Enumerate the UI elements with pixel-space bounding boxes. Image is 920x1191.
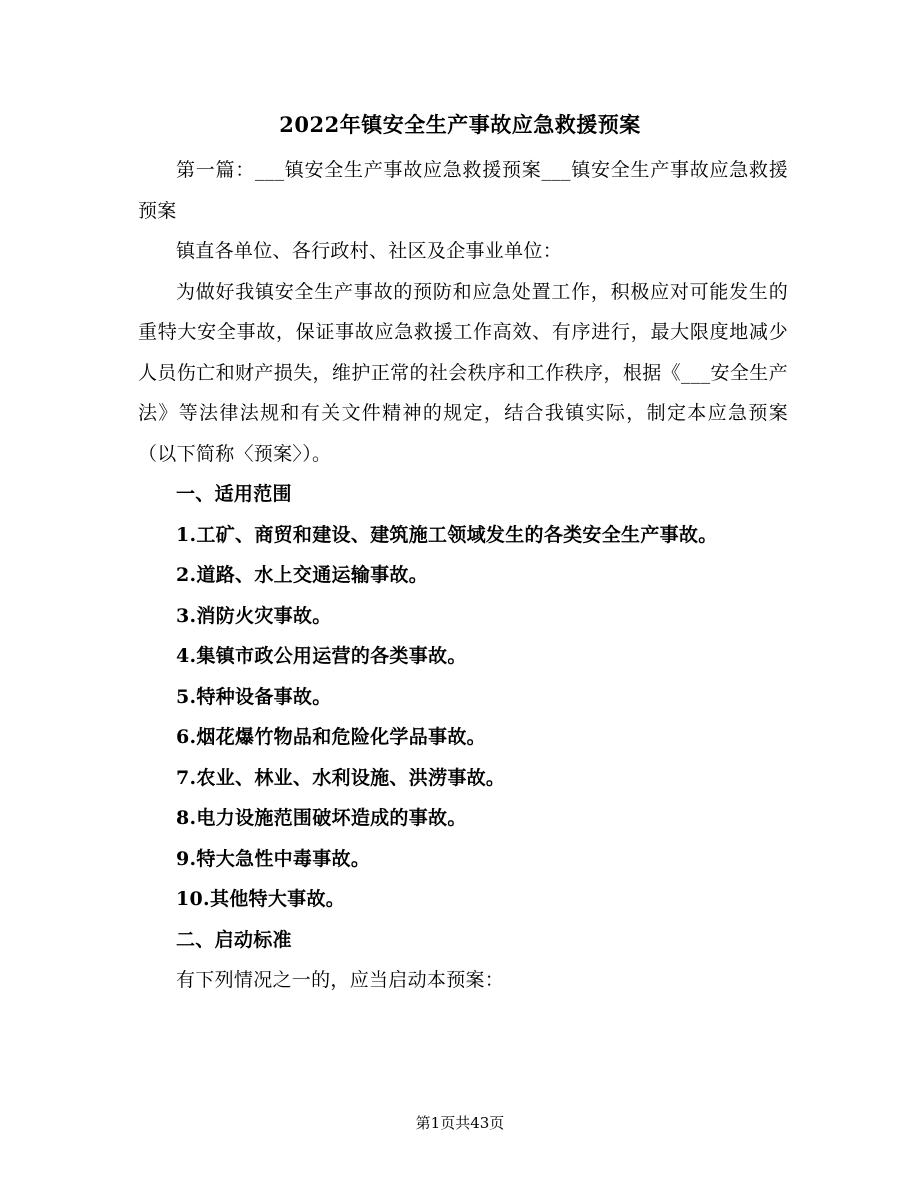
paragraph-intro-heading: 第一篇：___镇安全生产事故应急救援预案___镇安全生产事故应急救援预案 [138, 159, 788, 222]
document-body [138, 150, 788, 1001]
section-heading-scope: 一、适用范围 [176, 483, 292, 505]
list-item: 7.农业、林业、水利设施、洪涝事故。 [176, 766, 506, 789]
paragraph-addressee: 镇直各单位、各行政村、社区及企事业单位： [176, 240, 563, 262]
list-item: 3.消防火灾事故。 [176, 604, 332, 627]
page-number: 第1页共43页 [415, 1114, 505, 1132]
paragraph-trigger-intro: 有下列情况之一的，应当启动本预案： [176, 969, 505, 991]
list-item: 6.烟花爆竹物品和危险化学品事故。 [176, 726, 486, 748]
list-item: 8.电力设施范围破坏造成的事故。 [176, 807, 467, 829]
list-item: 5.特种设备事故。 [176, 685, 332, 708]
document-title: 2022年镇安全生产事故应急救援预案 [279, 112, 641, 137]
list-item: 4.集镇市政公用运营的各类事故。 [176, 645, 467, 667]
paragraph-purpose: 为做好我镇安全生产事故的预防和应急处置工作，积极应对可能发生的重特大安全事故，保证事故应急救援工作高效、有序进行，最大限度地减少人员伤亡和财产损失，维护正常的社会秩序和工作秩序，根据《___安全生产法》等法律法规和有关文件精神的规定，结合我镇实际，制定本应急预案（以下简称〈预案〉）。 [138, 280, 788, 465]
list-item: 10.其他特大事故。 [176, 888, 346, 910]
list-item: 1.工矿、商贸和建设、建筑施工领域发生的各类安全生产事故。 [176, 523, 718, 546]
list-item: 9.特大急性中毒事故。 [176, 847, 371, 870]
section-heading-trigger: 二、启动标准 [176, 928, 292, 951]
list-item: 2.道路、水上交通运输事故。 [176, 564, 429, 586]
